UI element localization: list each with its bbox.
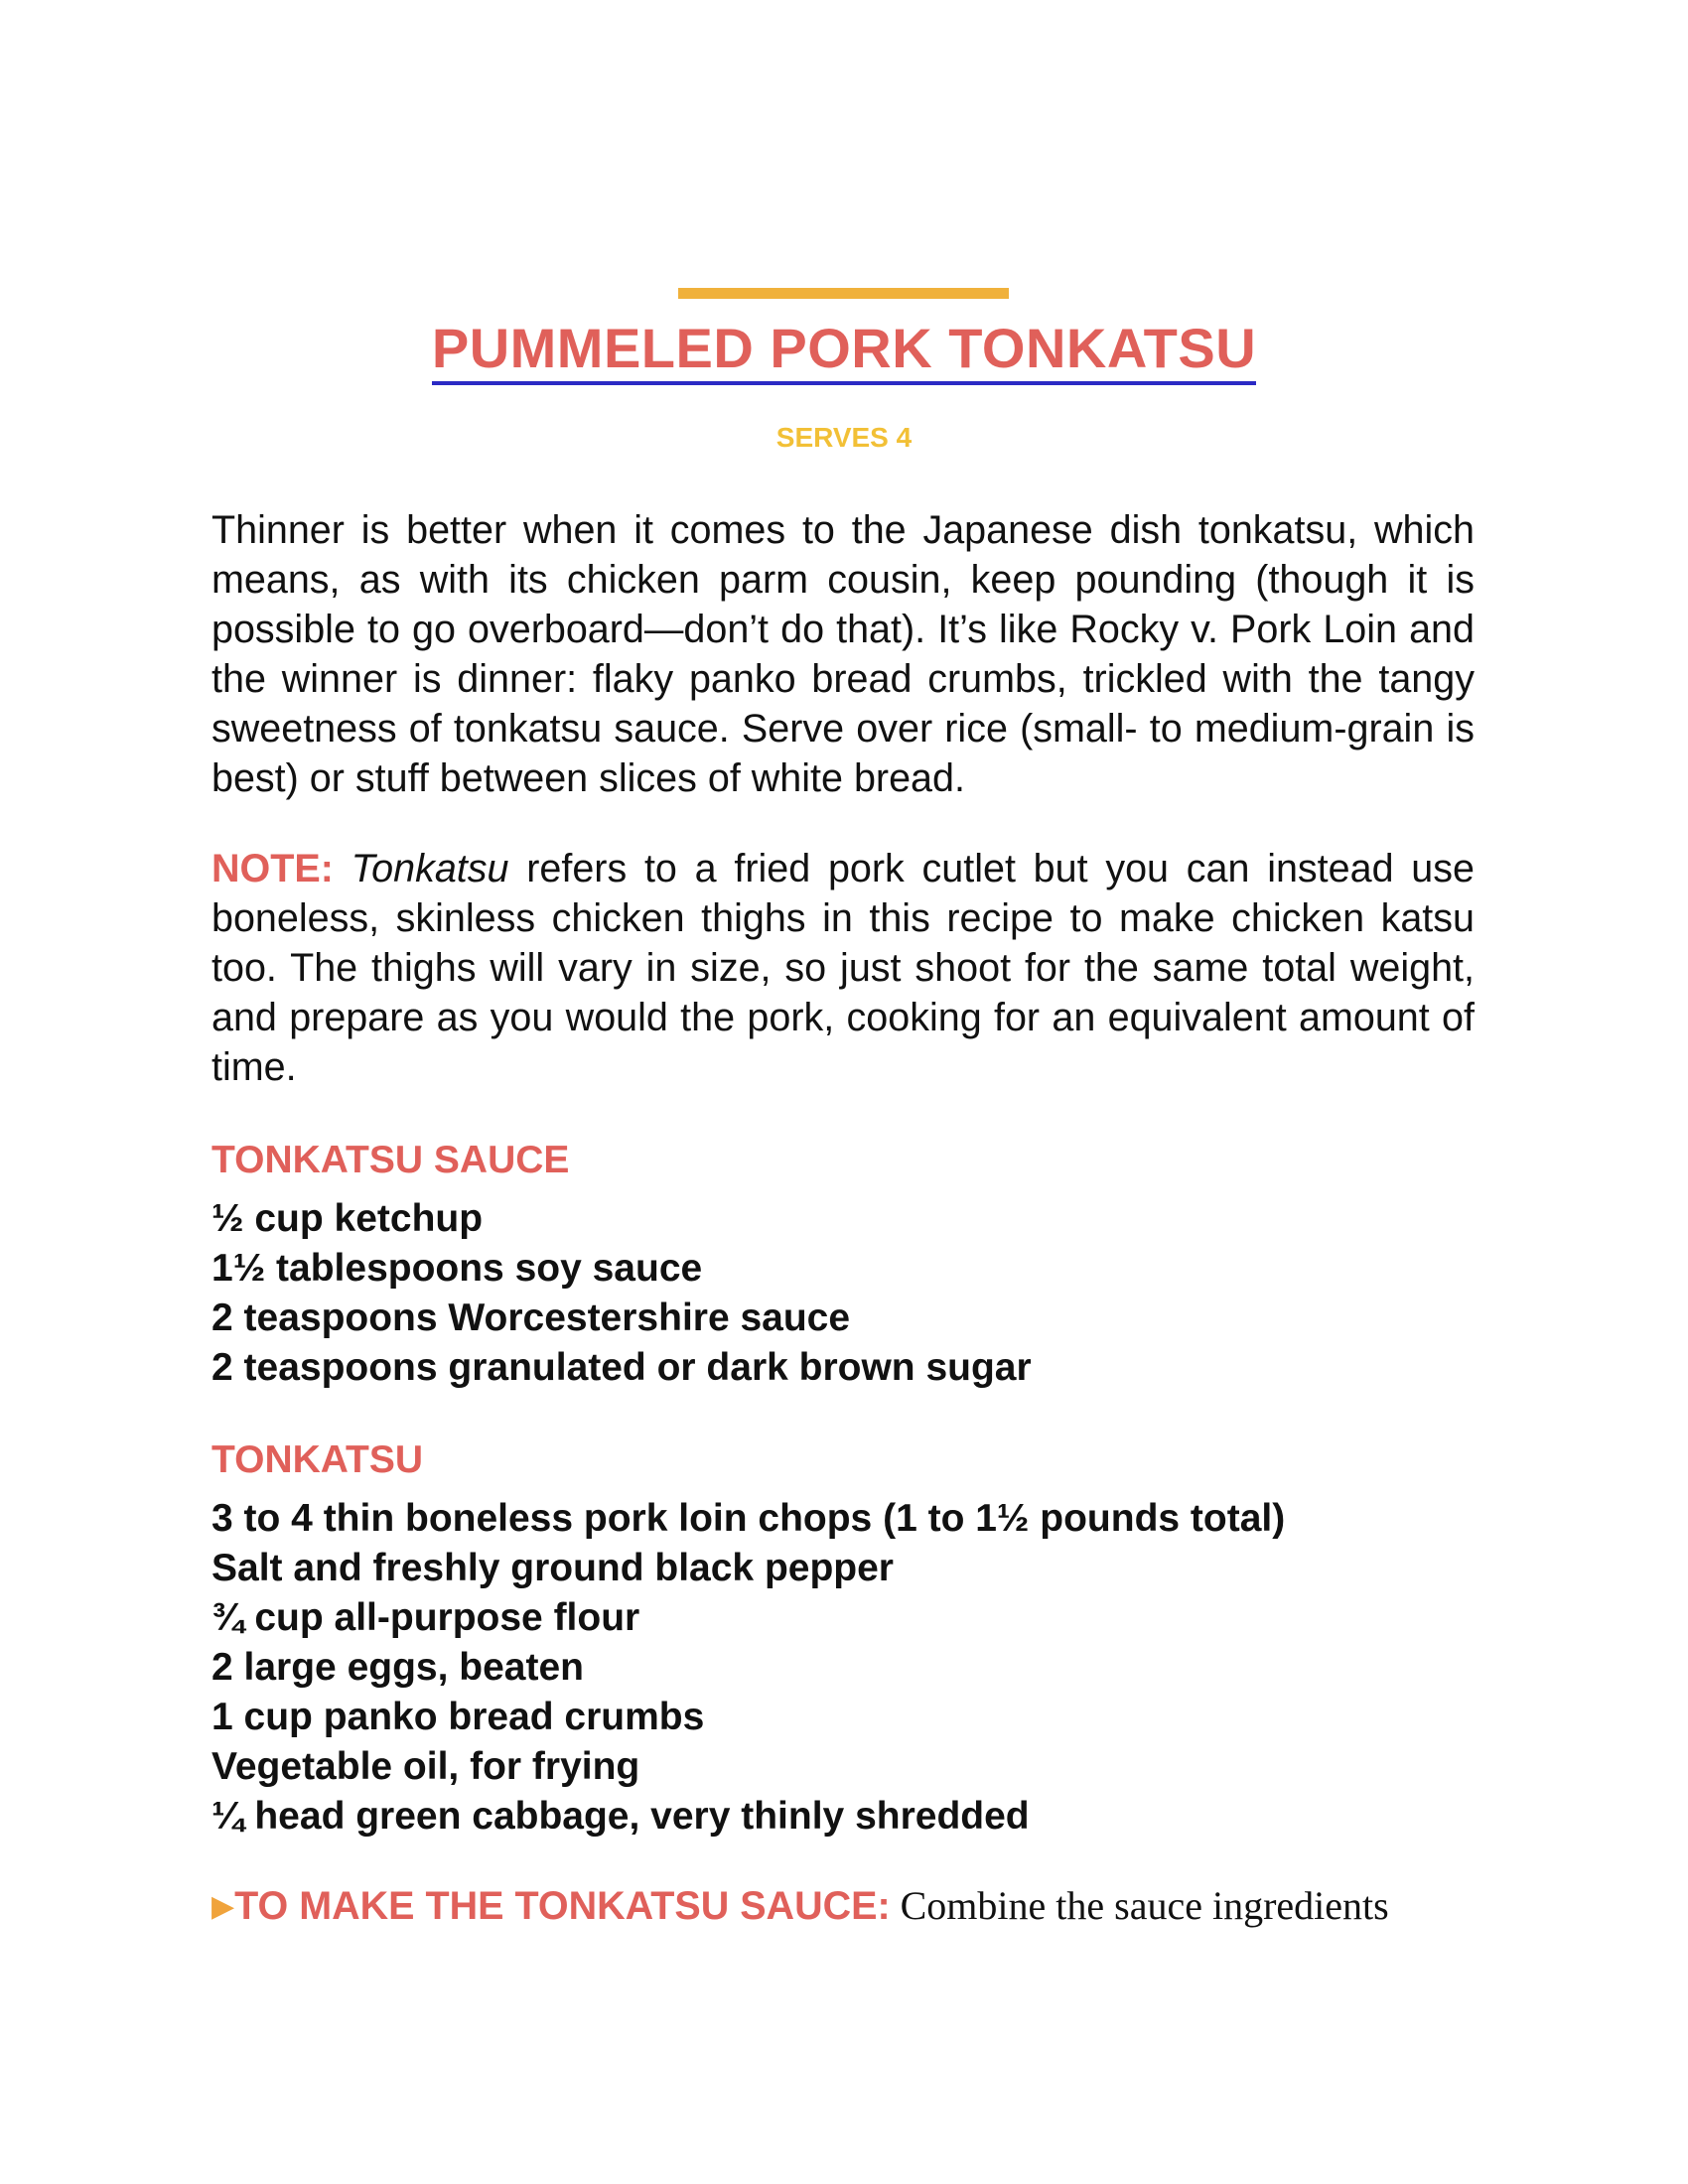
ingredient-item: 1 cup panko bread crumbs <box>211 1696 705 1738</box>
ingredient-item: ¼ head green cabbage, very thinly shredded <box>211 1795 1030 1838</box>
ingredient-item: 2 teaspoons Worcestershire sauce <box>211 1297 851 1339</box>
intro-paragraph: Thinner is better when it comes to the Japanese dish tonkatsu, which means, as with its chicken parm cousin, keep pounding (though it is possible to go overboard—don’t do that). It’s like Rocky v. Pork Loin and the winner is dinner: flaky panko bread crumbs, trickled with the tangy sweetness of tonkatsu sauce. Serve over rice (small- to medium-grain is best) or stuff between slices of white bread. <box>211 508 1475 800</box>
recipe-body <box>211 505 1475 1932</box>
ingredient-group-tonkatsu <box>211 1433 1475 1842</box>
note-italic-word: Tonkatsu <box>351 847 509 890</box>
triangle-right-icon: ▶ <box>211 1890 235 1923</box>
section-heading: TONKATSU SAUCE <box>211 1139 570 1181</box>
note-paragraph <box>211 844 1475 1092</box>
decorative-top-rule <box>678 288 1009 299</box>
ingredient-item: Vegetable oil, for frying <box>211 1745 640 1788</box>
step-text: Combine the sauce ingredients <box>890 1883 1389 1928</box>
ingredient-item: 2 teaspoons granulated or dark brown sugar <box>211 1346 1032 1389</box>
ingredient-item: 1½ tablespoons soy sauce <box>211 1247 703 1290</box>
section-heading: TONKATSU <box>211 1438 424 1481</box>
ingredient-item: ½ cup ketchup <box>211 1197 484 1240</box>
ingredient-item: 2 large eggs, beaten <box>211 1646 584 1689</box>
ingredient-item: 3 to 4 thin boneless pork loin chops (1 to 1½ pounds total) <box>211 1497 1286 1540</box>
ingredient-item: Salt and freshly ground black pepper <box>211 1547 894 1589</box>
ingredient-list <box>211 1194 1475 1393</box>
method-step <box>211 1881 1475 1932</box>
recipe-title <box>0 316 1688 396</box>
note-label: NOTE: <box>211 847 334 890</box>
note-text: refers to a fried pork cutlet but you can instead use boneless, skinless chicken thighs in this recipe to make chicken katsu too. The thighs will vary in size, so just shoot for the same total weight, and prepare as you would the pork, cooking for an equivalent amount of time. <box>211 847 1475 1089</box>
ingredient-list <box>211 1494 1475 1842</box>
serves-label: SERVES 4 <box>775 422 913 453</box>
recipe-title-text: PUMMELED PORK TONKATSU <box>432 316 1256 385</box>
step-label: TO MAKE THE TONKATSU SAUCE: <box>234 1884 891 1928</box>
ingredient-group-sauce <box>211 1133 1475 1393</box>
ingredient-item: ¾ cup all-purpose flour <box>211 1596 640 1639</box>
